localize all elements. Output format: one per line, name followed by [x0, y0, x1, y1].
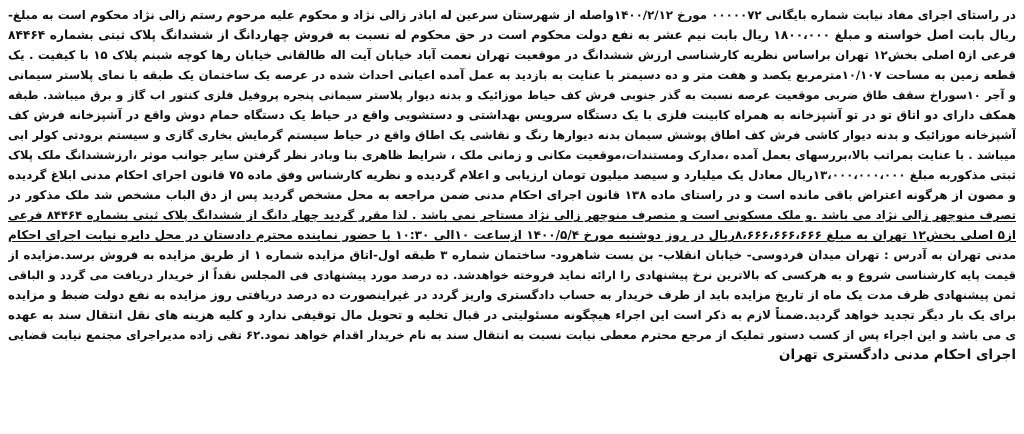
- notice-line: ریال بابت اصل خواسته و مبلغ ۱۸۰۰،۰۰۰ ریال بابت نیم عشر به نفع دولت محکوم است در حق محکوم له نسبت به فروش چهاردانگ از ششدانگ پلاک ثبتی بشماره ۸۴۴۶۴: [8, 28, 1016, 42]
- notice-line: تصرف منوچهر زالی نژاد می باشد .و ملک مسکونی است و متصرف منوچهر زالی نژاد مستاجر نمی باشد . لذا مقرر گردید چهار دانگ از ششدانگ پلاک ثبتی بشماره ۸۴۴۶۴ فرعی: [8, 208, 1016, 222]
- notice-line: برای یک بار دیگر تجدید خواهد گردید.ضمناً لازم به ذکر است این اجراء هیچگونه مسئولیتی در قبال تخلیه و تحویل مال توقیفی ندارد و کلیه هزینه های نقل انتقال سند به عهده: [8, 308, 1016, 322]
- notice-line: قطعه زمین به مساحت ۱۰/۱۰۷مترمربع یکصد و هفت متر و ده دسیمتر با عنایت به بازدید به عمل آمده اعیانی احداث شده در عرصه یک ساختمان یک طبقه با نمای پلاستر سیمانی: [8, 68, 1016, 82]
- notice-line: آشپزخانه موزائیک و بدنه دیوار کاشی فرش کف اطاق پوشش سیمان بدنه دیوارها رنگ و نقاشی یک اطاق واقع در حیاط سیستم گرمایش بخاری گازی و سیستم برودتی کولر ابی: [8, 128, 1016, 142]
- notice-line: اجرای احکام مدنی دادگستری تهران: [778, 347, 1016, 363]
- notice-line: همکف دارای دو اتاق تو در تو آشپزخانه به همراه کابینت فلزی با یک دستگاه سرویس بهداشتی و دستشویی واقع در حیاط یک دستگاه حمام دوش واقع در آشپزخانه فرش کف: [8, 108, 1016, 122]
- notice-line: میباشد . با عنایت بمراتب بالا،بررسهای بعمل آمده ،مدارک ومستندات،موقعیت مکانی و زمانی ملک ، شرایط ظاهری بنا وبادر نظر گرفتن سایر جوانب موثر ،ارزششدانگ ملک پلاک: [8, 148, 1016, 162]
- notice-line: در راستای اجرای مفاد نیابت شماره بایگانی ۰۰۰۰۰۷۲ مورخ ۱۴۰۰/۲/۱۲واصله از شهرستان سرعین له اباذر زالی نژاد و محکوم علیه مرحوم رستم زالی نژاد محکوم است به مبلغ-: [8, 8, 1016, 22]
- notice-line: ثبتی مذکوربه مبلغ ۱۳،۰۰۰،۰۰۰،۰۰۰ریال معادل یک میلیارد و سیصد میلیون تومان ارزیابی و اعلام گردیده و نظریه کارشناس وفق ماده ۷۵ قانون اجرای احکام مدنی ابلاغ گردیده: [8, 168, 1016, 182]
- notice-line: فرعی از۵ اصلی بخش۱۲ تهران براساس نظریه کارشناسی ارزش ششدانگ در موقعیت تهران نعمت آباد خیابان آیت اله طالقانی خیابان رها کوچه شبنم پلاک ۱۵ با کیفیت . یک: [8, 48, 1016, 62]
- notice-line: قیمت پایه کارشناسی شروع و به هرکسی که بالاترین نرخ پیشنهادی را ارائه نماید فروخته خواهدشد. ده درصد مورد پیشنهادی فی المجلس نقداً از خریدار دریافت می گردد و الباقی: [8, 268, 1016, 282]
- notice-line: و آجر ۱۰سوراخ سقف طاق ضربی موقعیت عرصه نسبت به گذر جنوبی فرش کف حیاط موزائیک و بدنه دیوار پلاستر سیمانی پنجره پروفیل فلزی کنتور اب گاز و برق میباشد. طبقه: [8, 88, 1016, 102]
- notice-line: ی می باشد و این اجراء پس از کسب دستور تملیک از مرجع محترم معطی نیابت نسبت به انتقال سند به نام خریدار اقدام خواهد نمود.۶۲ تقی زاده مدیراجرای مجتمع نیابت قضایی: [8, 328, 1016, 342]
- notice-line: و مصون از هرگونه اعتراض باقی مانده است و در راستای ماده ۱۳۸ قانون اجرای احکام مدنی ضمن مراجعه به محل مشخص گردید پس از دق الباب مشخص شد ملک مذکور در: [8, 188, 1016, 202]
- notice-line: مدنی تهران به آدرس : تهران میدان فردوسی- خیابان انقلاب- بن بست شاهرود- ساختمان شماره ۳ طبقه اول-اتاق مزایده شماره ۱ از طریق مزایده به فروش برسد.مزایده از: [8, 248, 1016, 262]
- notice-line: از۵ اصلی بخش۱۲ تهران به مبلغ ۸،۶۶۶،۶۶۶،۶۶۶ریال در روز دوشنبه مورخ ۱۴۰۰/۵/۴ ازساعت ۱۰الی ۱۰:۳۰ با حضور نماینده محترم دادستان در محل دایره نیابت اجرای احکام: [8, 228, 1016, 242]
- notice-line: ثمن پیشنهادی ظرف مدت یک ماه از تاریخ مزایده باید از طرف خریدار به حساب دادگستری واریز گردد در غیراینصورت ده درصد دریافتی روز مزایده به نفع دولت ضبط و مزایده: [8, 288, 1016, 302]
